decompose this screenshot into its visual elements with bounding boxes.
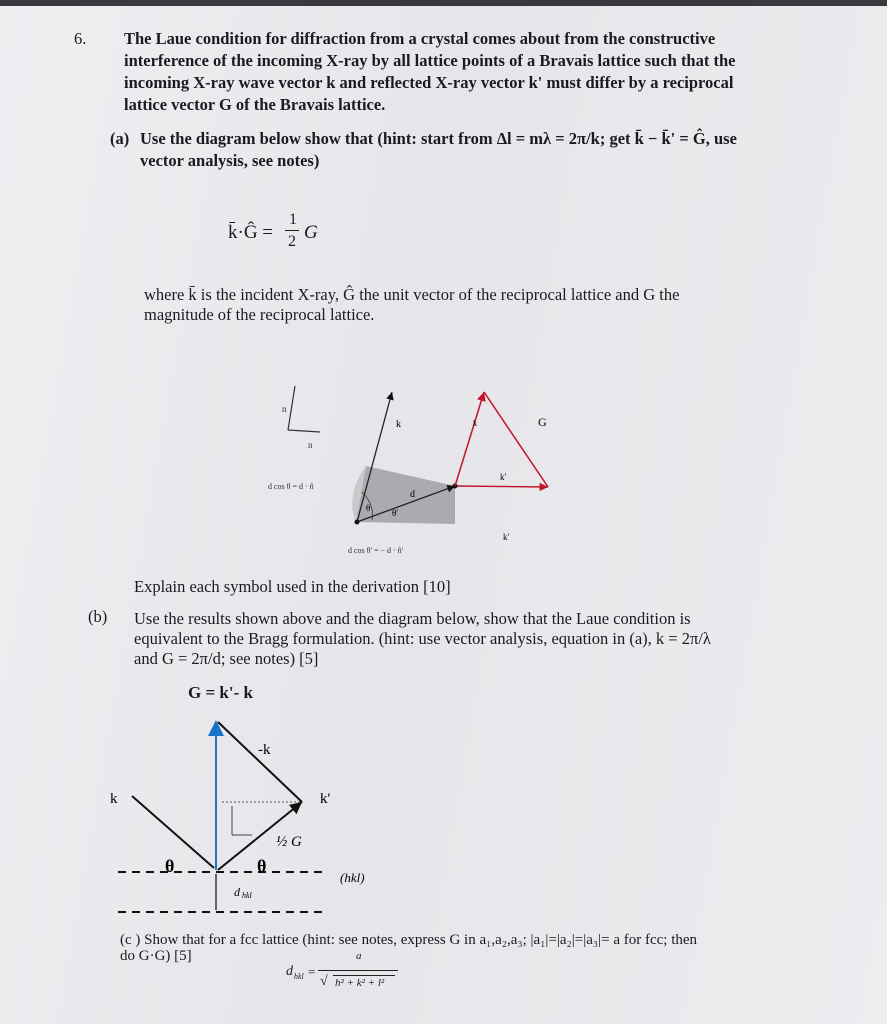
label-n-side: n bbox=[308, 440, 313, 450]
formula-c-fraction-bar bbox=[318, 970, 398, 971]
page: 6. The Laue condition for diffraction from a crystal comes about from the constructive interference of the incoming X-ray by all lattice points of a Bravais lattice such that the incoming X-ray wave vector k and reflected X-ray vector k' must differ by a reciprocal lattice vector G of the Bravais lattice. (a) Use the diagram below show that (hint: start from Δl = mλ = 2π/k; get k̄ − k̄' = Ĝ, use vector analysis, see notes) k̄·Ĝ = 1 2 G where k̄ is the incident X-ray, Ĝ the unit vector of the reciprocal lattice and G the magnitude of the reciprocal lattice. n n k d θ θ' k' k G k' d cos θ = d · n̂ d cos θ' = − d · n̂' Explain each symbol used in the derivation [10] (b) Use the results shown above and the diagram below, show that the Laue condition is equivalent to the Bragg formulation. (hint: use vector analysis, equation in (a), k = 2π/λ and G = 2π/d; see notes) [5] G = k'- k -k k k' ½ G θ θ (hkl) d hkl (c ) Show that for a fcc lattice (hint: see notes, express G in a₁,a₂,a₃; |a₁|=|a₂|=|a₃|= a for fcc; then do G·G) [5] d hkl = a √ h² + k² + l² bbox=[0, 0, 887, 1024]
label-k-b: k bbox=[110, 791, 118, 807]
part-a-line-1: Use the diagram below show that (hint: start from Δl = mλ = 2π/k; get k̄ − k̄' = Ĝ, use bbox=[140, 129, 737, 148]
equation-a-numerator: 1 bbox=[289, 211, 297, 228]
label-d: d bbox=[410, 489, 415, 500]
part-a-where-1: where k̄ is the incident X-ray, Ĝ the unit vector of the reciprocal lattice and G the bbox=[144, 285, 680, 304]
label-k-prime: k' bbox=[500, 472, 507, 482]
formula-c-lhs: d bbox=[286, 964, 293, 979]
label-dcos-bottom: d cos θ' = − d · n̂' bbox=[348, 546, 404, 555]
vector-minus-k bbox=[218, 722, 302, 802]
label-dhkl-sub: hkl bbox=[242, 891, 252, 900]
label-n-top: n bbox=[282, 404, 287, 414]
label-half-G: ½ G bbox=[276, 834, 302, 850]
svg-text:k': k' bbox=[503, 532, 510, 542]
part-a-line-2: vector analysis, see notes) bbox=[140, 151, 320, 170]
intro-line-2: interference of the incoming X-ray by all lattice points of a Bravais lattice such that the bbox=[124, 51, 736, 70]
formula-c-sub: hkl bbox=[294, 972, 304, 981]
equation-a-denominator: 2 bbox=[288, 233, 296, 250]
label-theta-left: θ bbox=[165, 856, 175, 876]
part-a-where-2: magnitude of the reciprocal lattice. bbox=[144, 305, 375, 324]
label-dhkl: d bbox=[234, 885, 240, 899]
formula-c-denominator: h² + k² + l² bbox=[335, 977, 385, 989]
part-b-line-2: equivalent to the Bragg formulation. (hint: use vector analysis, equation in (a), k = 2π/λ bbox=[134, 629, 711, 648]
svg-text:k: k bbox=[473, 419, 477, 428]
label-theta-prime: θ' bbox=[392, 508, 398, 518]
equation-a-lhs: k̄·Ĝ = bbox=[228, 222, 274, 243]
label-dcos-top: d cos θ = d · n̂ bbox=[268, 482, 314, 491]
formula-c-numerator: a bbox=[356, 950, 362, 962]
intro-line-1: The Laue condition for diffraction from a crystal comes about from the constructive bbox=[124, 29, 716, 48]
intro-line-3: incoming X-ray wave vector k and reflected X-ray vector k' must differ by a reciprocal bbox=[124, 73, 734, 92]
part-c-line-2: do G·G) [5] bbox=[120, 948, 192, 964]
part-a-explain: Explain each symbol used in the derivation [10] bbox=[134, 577, 451, 596]
label-hkl: (hkl) bbox=[340, 870, 365, 885]
part-b-line-1: Use the results shown above and the diagram below, show that the Laue condition is bbox=[134, 609, 691, 628]
label-k-prime-b: k' bbox=[320, 791, 331, 807]
part-b-line-3: and G = 2π/d; see notes) [5] bbox=[134, 649, 319, 668]
label-G-a: G bbox=[538, 415, 547, 429]
question-number: 6. bbox=[74, 29, 87, 48]
label-theta: θ bbox=[366, 503, 371, 513]
part-a-label: (a) bbox=[110, 129, 130, 148]
intro-line-4: lattice vector G of the Bravais lattice. bbox=[124, 95, 386, 114]
part-b-equation: G = k'- k bbox=[188, 683, 253, 702]
part-c-line-1: (c ) Show that for a fcc lattice (hint: see notes, express G in a₁,a₂,a₃; |a₁|=|a₂|=|a₃|= a for fcc; then bbox=[120, 932, 698, 948]
label-theta-right: θ bbox=[257, 856, 267, 876]
part-b-label: (b) bbox=[88, 607, 108, 626]
equation-a-rhs: G bbox=[304, 222, 318, 243]
label-minus-k: -k bbox=[258, 742, 271, 758]
label-k-a: k bbox=[396, 419, 401, 430]
